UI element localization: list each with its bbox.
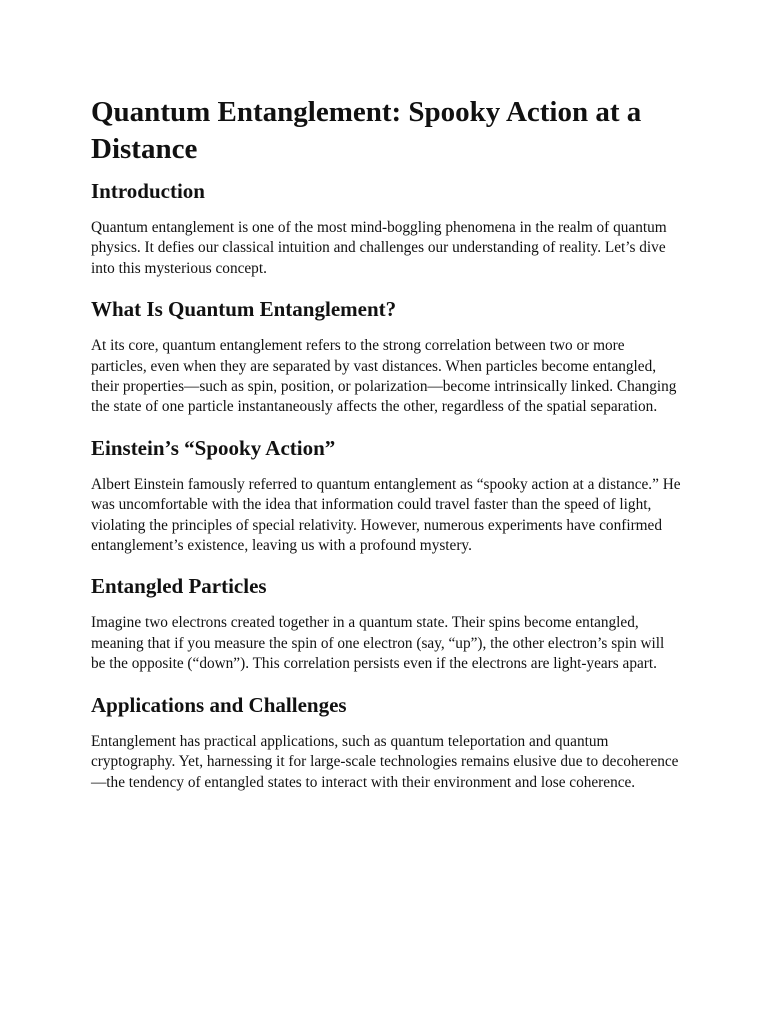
- section-heading: Einstein’s “Spooky Action”: [91, 435, 336, 460]
- section-heading: Entangled Particles: [91, 574, 267, 599]
- section-paragraph: At its core, quantum entanglement refers to the strong correlation between two or more particles, even when they are separated by vast distances. When particles become entangled, their properties—such as spin, position, or polarization—become intrinsically linked. Changing the state of one particle instantaneously affects the other, regardless of the spatial separation.: [91, 337, 677, 416]
- section-heading: Introduction: [91, 179, 205, 203]
- section-paragraph: Entanglement has practical applications, such as quantum teleportation and quantum cryptography. Yet, harnessing it for large-scale technologies remains elusive due to decoherence—the tendency of entangled states to interact with their environment and lose coherence.: [91, 732, 679, 791]
- section-entangled-particles: [91, 573, 681, 674]
- section-introduction: [91, 178, 681, 279]
- section-heading: What Is Quantum Entanglement?: [91, 297, 397, 322]
- section-what-is-entanglement: [91, 296, 681, 418]
- section-paragraph: Albert Einstein famously referred to quantum entanglement as “spooky action at a distance.” He was uncomfortable with the idea that information could travel faster than the speed of light, violating the principles of special relativity. However, numerous experiments have confirmed entanglement’s existence, leaving us with a profound mystery.: [91, 475, 681, 555]
- section-heading: Applications and Challenges: [91, 692, 347, 717]
- section-paragraph: Quantum entanglement is one of the most mind-boggling phenomena in the realm of quantum physics. It defies our classical intuition and challenges our understanding of reality. Let’s dive into this mysterious concept.: [91, 219, 667, 277]
- section-paragraph: Imagine two electrons created together in a quantum state. Their spins become entangled, meaning that if you measure the spin of one electron (say, “up”), the other electron’s spin will be the opposite (“down”). This correlation persists even if the electrons are light-years apart.: [91, 614, 665, 673]
- document-page: [91, 94, 681, 810]
- section-applications-challenges: [91, 692, 681, 793]
- document-title: Quantum Entanglement: Spooky Action at a Distance: [91, 96, 642, 165]
- section-einstein-spooky-action: [91, 435, 681, 557]
